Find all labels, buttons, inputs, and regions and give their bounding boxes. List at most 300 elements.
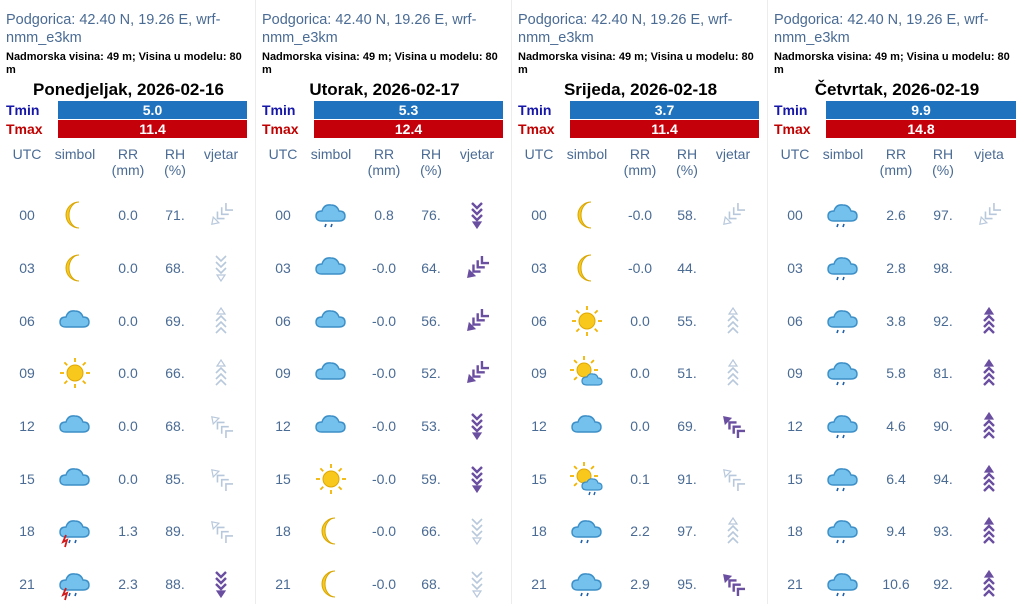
wind-cell — [452, 201, 502, 229]
utc-time: 09 — [275, 365, 291, 382]
humidity-value: 68. — [421, 576, 441, 593]
location-title: Podgorica: 42.40 N, 19.26 E, wrf-nmm_e3km — [6, 12, 221, 46]
cloud-rain-icon — [825, 303, 861, 339]
tmin-label: Tmin — [262, 102, 296, 118]
wind-cell — [452, 465, 502, 493]
weather-symbol — [816, 408, 870, 444]
forecast-row — [6, 189, 251, 242]
precipitation-value: -0.0 — [371, 260, 397, 277]
humidity-value: 97. — [677, 523, 697, 540]
utc-time: 03 — [275, 260, 291, 277]
utc-time: 21 — [531, 576, 547, 593]
precipitation-value: 0.0 — [118, 365, 138, 382]
humidity-value: 53. — [421, 418, 441, 435]
utc-time: 06 — [787, 312, 803, 329]
wind-arrow-icon — [975, 412, 1003, 440]
forecast-row — [6, 294, 251, 347]
moon-icon — [569, 250, 605, 286]
precipitation-value: -0.0 — [627, 260, 653, 277]
forecast-rows — [6, 189, 251, 604]
tmin-value: 3.7 — [570, 101, 759, 119]
weather-symbol — [48, 355, 102, 391]
forecast-row — [518, 452, 763, 505]
utc-time: 00 — [787, 207, 803, 224]
cloud-rain-icon — [825, 408, 861, 444]
moon-icon — [313, 566, 349, 602]
forecast-day-column — [0, 0, 256, 604]
forecast-row — [518, 400, 763, 453]
wind-cell — [964, 517, 1014, 545]
tmax-label: Tmax — [262, 121, 299, 137]
tmin-row — [6, 101, 251, 119]
forecast-row — [6, 452, 251, 505]
wind-cell — [964, 465, 1014, 493]
weather-symbol — [816, 513, 870, 549]
wind-cell — [708, 570, 758, 598]
weather-symbol — [816, 303, 870, 339]
cloud-icon — [569, 408, 605, 444]
wind-arrow-icon — [975, 307, 1003, 335]
forecast-day-column — [768, 0, 1024, 604]
header-utc: UTC — [780, 146, 810, 162]
utc-time: 06 — [19, 312, 35, 329]
precipitation-value: 0.0 — [118, 312, 138, 329]
wind-arrow-icon — [463, 254, 491, 282]
forecast-row — [6, 242, 251, 295]
header-symbol: simbol — [822, 146, 864, 162]
utc-time: 12 — [531, 418, 547, 435]
utc-time: 00 — [19, 207, 35, 224]
utc-time: 15 — [19, 470, 35, 487]
weather-symbol — [816, 461, 870, 497]
precipitation-value: 0.0 — [630, 418, 650, 435]
forecast-row — [262, 189, 507, 242]
tmax-value: 12.4 — [314, 120, 503, 138]
utc-time: 06 — [531, 312, 547, 329]
wind-cell — [196, 201, 246, 229]
precipitation-value: 2.2 — [630, 523, 650, 540]
sun-cloud-rain-icon — [569, 461, 605, 497]
weather-symbol — [304, 408, 358, 444]
wind-arrow-icon — [975, 359, 1003, 387]
utc-time: 00 — [275, 207, 291, 224]
weather-symbol — [48, 250, 102, 286]
humidity-value: 51. — [677, 365, 697, 382]
utc-time: 00 — [531, 207, 547, 224]
wind-cell — [196, 359, 246, 387]
wind-arrow-icon — [463, 359, 491, 387]
cloud-rain-icon — [825, 566, 861, 602]
moon-icon — [313, 513, 349, 549]
cloud-icon — [313, 355, 349, 391]
cloud-rain-icon — [569, 566, 605, 602]
wind-arrow-icon — [207, 359, 235, 387]
wind-arrow-icon — [463, 465, 491, 493]
forecast-row — [518, 242, 763, 295]
cloud-icon — [57, 461, 93, 497]
wind-arrow-icon — [719, 359, 747, 387]
wind-cell — [196, 570, 246, 598]
utc-time: 18 — [531, 523, 547, 540]
sun-cloud-icon — [569, 355, 605, 391]
utc-time: 09 — [531, 365, 547, 382]
precipitation-value: 5.8 — [886, 365, 906, 382]
humidity-value: 98. — [933, 260, 953, 277]
weather-symbol — [304, 513, 358, 549]
header-utc: UTC — [524, 146, 554, 162]
header-wind: vjetar — [459, 146, 495, 162]
humidity-value: 59. — [421, 470, 441, 487]
humidity-value: 68. — [165, 418, 185, 435]
tmin-value: 5.3 — [314, 101, 503, 119]
wind-arrow-icon — [463, 307, 491, 335]
precipitation-value: 0.1 — [630, 470, 650, 487]
wind-cell — [196, 412, 246, 440]
weather-symbol — [816, 250, 870, 286]
weather-symbol — [816, 566, 870, 602]
wind-cell — [196, 465, 246, 493]
precipitation-value: -0.0 — [371, 312, 397, 329]
cloud-rain-icon — [825, 197, 861, 233]
utc-time: 09 — [787, 365, 803, 382]
humidity-value: 90. — [933, 418, 953, 435]
precipitation-value: 0.0 — [118, 260, 138, 277]
forecast-rows — [774, 189, 1020, 604]
wind-cell — [452, 517, 502, 545]
forecast-rows — [518, 189, 763, 604]
weather-symbol — [560, 355, 614, 391]
wind-arrow-icon — [719, 412, 747, 440]
wind-cell — [708, 201, 758, 229]
wind-cell — [708, 307, 758, 335]
humidity-value: 69. — [165, 312, 185, 329]
weather-symbol — [48, 566, 102, 602]
wind-arrow-icon — [975, 465, 1003, 493]
weather-symbol — [304, 566, 358, 602]
tmax-row — [6, 120, 251, 138]
header-rh: RH (%) — [932, 146, 954, 178]
header-utc: UTC — [268, 146, 298, 162]
wind-cell — [964, 412, 1014, 440]
header-rh: RH (%) — [420, 146, 442, 178]
weather-symbol — [48, 408, 102, 444]
humidity-value: 94. — [933, 470, 953, 487]
utc-time: 21 — [19, 576, 35, 593]
precipitation-value: 2.9 — [630, 576, 650, 593]
forecast-row — [774, 452, 1020, 505]
weather-symbol — [560, 250, 614, 286]
tmax-row — [774, 120, 1020, 138]
wind-arrow-icon — [207, 307, 235, 335]
weather-symbol — [560, 303, 614, 339]
location-title: Podgorica: 42.40 N, 19.26 E, wrf-nmm_e3km — [262, 12, 477, 46]
weather-symbol — [304, 250, 358, 286]
header-wind: vjetar — [203, 146, 239, 162]
precipitation-value: 1.3 — [118, 523, 138, 540]
tmax-label: Tmax — [518, 121, 555, 137]
humidity-value: 71. — [165, 207, 185, 224]
forecast-row — [774, 505, 1020, 558]
utc-time: 18 — [19, 523, 35, 540]
precipitation-value: 0.0 — [630, 365, 650, 382]
forecast-row — [518, 505, 763, 558]
tmin-label: Tmin — [518, 102, 552, 118]
weather-symbol — [304, 197, 358, 233]
header-rh: RH (%) — [676, 146, 698, 178]
wind-cell — [452, 254, 502, 282]
location-title: Podgorica: 42.40 N, 19.26 E, wrf-nmm_e3km — [774, 12, 989, 46]
wind-arrow-icon — [207, 517, 235, 545]
precipitation-value: 0.0 — [118, 207, 138, 224]
wind-arrow-icon — [719, 465, 747, 493]
precipitation-value: 2.3 — [118, 576, 138, 593]
precipitation-value: -0.0 — [371, 418, 397, 435]
wind-cell — [196, 254, 246, 282]
cloud-rain-icon — [825, 250, 861, 286]
wind-cell — [964, 359, 1014, 387]
wind-arrow-icon — [719, 517, 747, 545]
forecast-row — [262, 452, 507, 505]
forecast-row — [262, 294, 507, 347]
forecast-row — [262, 400, 507, 453]
sun-icon — [313, 461, 349, 497]
utc-time: 12 — [787, 418, 803, 435]
header-rh: RH (%) — [164, 146, 186, 178]
forecast-row — [518, 347, 763, 400]
utc-time: 03 — [19, 260, 35, 277]
tmin-label: Tmin — [774, 102, 808, 118]
humidity-value: 69. — [677, 418, 697, 435]
forecast-row — [774, 347, 1020, 400]
tmax-value: 14.8 — [826, 120, 1016, 138]
weather-symbol — [560, 566, 614, 602]
thunder-rain-icon — [57, 513, 93, 549]
wind-arrow-icon — [719, 201, 747, 229]
wind-cell — [708, 412, 758, 440]
precipitation-value: 4.6 — [886, 418, 906, 435]
forecast-row — [774, 242, 1020, 295]
humidity-value: 85. — [165, 470, 185, 487]
precipitation-value: 6.4 — [886, 470, 906, 487]
cloud-rain-icon — [569, 513, 605, 549]
humidity-value: 58. — [677, 207, 697, 224]
altitude-info: Nadmorska visina: 49 m; Visina u modelu: 80 m — [6, 51, 242, 76]
wind-arrow-icon — [463, 412, 491, 440]
tmin-label: Tmin — [6, 102, 40, 118]
forecast-row — [262, 505, 507, 558]
wind-arrow-icon — [207, 570, 235, 598]
forecast-row — [518, 558, 763, 604]
weather-symbol — [48, 303, 102, 339]
wind-cell — [452, 307, 502, 335]
tmax-label: Tmax — [774, 121, 811, 137]
precipitation-value: 2.8 — [886, 260, 906, 277]
cloud-icon — [57, 408, 93, 444]
sun-icon — [569, 303, 605, 339]
humidity-value: 91. — [677, 470, 697, 487]
wind-arrow-icon — [207, 254, 235, 282]
humidity-value: 52. — [421, 365, 441, 382]
utc-time: 12 — [275, 418, 291, 435]
cloud-rain-icon — [313, 197, 349, 233]
utc-time: 15 — [531, 470, 547, 487]
moon-icon — [57, 250, 93, 286]
tmin-value: 9.9 — [826, 101, 1016, 119]
tmin-row — [262, 101, 507, 119]
wind-arrow-icon — [975, 517, 1003, 545]
utc-time: 03 — [787, 260, 803, 277]
tmax-row — [518, 120, 763, 138]
wind-arrow-icon — [463, 570, 491, 598]
forecast-row — [774, 558, 1020, 604]
humidity-value: 55. — [677, 312, 697, 329]
humidity-value: 89. — [165, 523, 185, 540]
cloud-rain-icon — [825, 355, 861, 391]
utc-time: 15 — [787, 470, 803, 487]
humidity-value: 44. — [677, 260, 697, 277]
moon-icon — [569, 197, 605, 233]
day-title: Utorak, 2026-02-17 — [309, 80, 460, 99]
humidity-value: 64. — [421, 260, 441, 277]
tmax-value: 11.4 — [570, 120, 759, 138]
weather-symbol — [560, 408, 614, 444]
forecast-row — [262, 242, 507, 295]
cloud-icon — [313, 408, 349, 444]
weather-symbol — [48, 513, 102, 549]
precipitation-value: 0.0 — [118, 418, 138, 435]
humidity-value: 93. — [933, 523, 953, 540]
tmax-value: 11.4 — [58, 120, 247, 138]
weather-symbol — [48, 461, 102, 497]
header-symbol: simbol — [54, 146, 96, 162]
wind-arrow-icon — [463, 201, 491, 229]
precipitation-value: 10.6 — [882, 576, 910, 593]
header-symbol: simbol — [310, 146, 352, 162]
table-header — [262, 146, 507, 186]
tmax-row — [262, 120, 507, 138]
humidity-value: 56. — [421, 312, 441, 329]
utc-time: 15 — [275, 470, 291, 487]
wind-cell — [964, 201, 1014, 229]
forecast-row — [262, 347, 507, 400]
wind-arrow-icon — [207, 465, 235, 493]
header-rr: RR (mm) — [367, 146, 401, 178]
tmax-label: Tmax — [6, 121, 43, 137]
wind-cell — [196, 517, 246, 545]
humidity-value: 68. — [165, 260, 185, 277]
header-wind: vjetar — [715, 146, 751, 162]
header-symbol: simbol — [566, 146, 608, 162]
table-header — [774, 146, 1020, 186]
precipitation-value: -0.0 — [371, 365, 397, 382]
forecast-row — [6, 558, 251, 604]
wind-cell — [452, 412, 502, 440]
utc-time: 12 — [19, 418, 35, 435]
table-header — [518, 146, 763, 186]
humidity-value: 66. — [421, 523, 441, 540]
utc-time: 03 — [531, 260, 547, 277]
day-title: Ponedjeljak, 2026-02-16 — [33, 80, 224, 99]
humidity-value: 66. — [165, 365, 185, 382]
wind-cell — [452, 359, 502, 387]
altitude-info: Nadmorska visina: 49 m; Visina u modelu: 80 m — [518, 51, 754, 76]
weather-symbol — [304, 461, 358, 497]
humidity-value: 88. — [165, 576, 185, 593]
forecast-row — [6, 505, 251, 558]
cloud-rain-icon — [825, 461, 861, 497]
precipitation-value: 9.4 — [886, 523, 906, 540]
day-title: Srijeda, 2026-02-18 — [563, 80, 718, 99]
precipitation-value: 3.8 — [886, 312, 906, 329]
thunder-rain-icon — [57, 566, 93, 602]
location-title: Podgorica: 42.40 N, 19.26 E, wrf-nmm_e3km — [518, 12, 733, 46]
day-title: Četvrtak, 2026-02-19 — [814, 80, 980, 99]
forecast-row — [518, 294, 763, 347]
tmin-value: 5.0 — [58, 101, 247, 119]
cloud-icon — [313, 250, 349, 286]
wind-cell — [708, 359, 758, 387]
moon-icon — [57, 197, 93, 233]
wind-arrow-icon — [975, 570, 1003, 598]
cloud-rain-icon — [825, 513, 861, 549]
utc-time: 18 — [275, 523, 291, 540]
weather-symbol — [816, 197, 870, 233]
forecast-row — [6, 400, 251, 453]
humidity-value: 97. — [933, 207, 953, 224]
wind-arrow-icon — [975, 201, 1003, 229]
precipitation-value: -0.0 — [371, 576, 397, 593]
precipitation-value: -0.0 — [627, 207, 653, 224]
precipitation-value: -0.0 — [371, 470, 397, 487]
header-rr: RR (mm) — [879, 146, 913, 178]
forecast-rows — [262, 189, 507, 604]
wind-cell — [964, 307, 1014, 335]
utc-time: 18 — [787, 523, 803, 540]
precipitation-value: 0.8 — [374, 207, 394, 224]
humidity-value: 76. — [421, 207, 441, 224]
wind-arrow-icon — [463, 517, 491, 545]
forecast-row — [6, 347, 251, 400]
wind-cell — [964, 570, 1014, 598]
forecast-row — [774, 400, 1020, 453]
forecast-day-column — [512, 0, 768, 604]
altitude-info: Nadmorska visina: 49 m; Visina u modelu: 80 m — [774, 51, 1010, 76]
wind-arrow-icon — [207, 201, 235, 229]
precipitation-value: -0.0 — [371, 523, 397, 540]
humidity-value: 92. — [933, 576, 953, 593]
weather-symbol — [304, 303, 358, 339]
humidity-value: 95. — [677, 576, 697, 593]
forecast-day-column — [256, 0, 512, 604]
weather-symbol — [560, 461, 614, 497]
header-wind: vjeta — [974, 146, 1004, 162]
wind-cell — [196, 307, 246, 335]
header-rr: RR (mm) — [111, 146, 145, 178]
wind-arrow-icon — [207, 412, 235, 440]
forecast-row — [774, 189, 1020, 242]
weather-symbol — [48, 197, 102, 233]
table-header — [6, 146, 251, 186]
forecast-row — [518, 189, 763, 242]
weather-symbol — [816, 355, 870, 391]
utc-time: 21 — [787, 576, 803, 593]
utc-time: 09 — [19, 365, 35, 382]
utc-time: 21 — [275, 576, 291, 593]
tmin-row — [774, 101, 1020, 119]
forecast-row — [262, 558, 507, 604]
wind-cell — [452, 570, 502, 598]
precipitation-value: 0.0 — [630, 312, 650, 329]
